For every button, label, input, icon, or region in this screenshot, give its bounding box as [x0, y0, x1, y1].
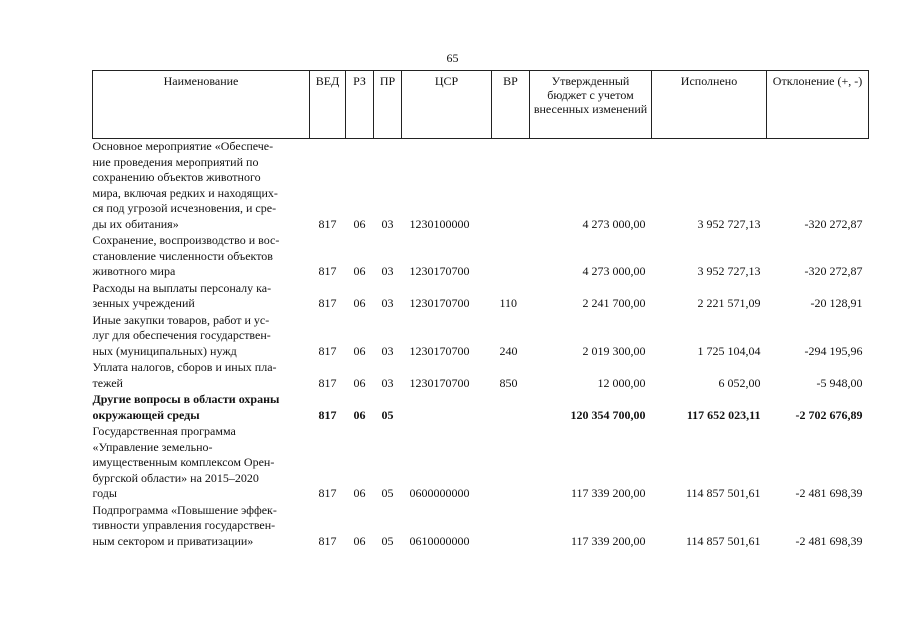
cell-name [93, 503, 310, 551]
cell-name-line: тивности управления государствен- [92, 518, 276, 532]
cell-rz: 06 [353, 375, 366, 390]
cell-approved: 2 241 700,00 [582, 296, 646, 310]
cell-approved: 120 354 700,00 [570, 407, 646, 422]
cell-rz: 06 [353, 296, 366, 310]
cell-name-line: Подпрограмма «Повышение эффек- [92, 502, 277, 517]
cell-name [93, 392, 310, 424]
cell-rz: 06 [353, 486, 366, 500]
cell-pr: 05 [381, 486, 394, 500]
cell-name-line: окружающей среды [92, 407, 200, 422]
header-approved: Утвержденный бюджет с учетом внесенных изменений [530, 71, 652, 139]
cell-name-line: годы [92, 486, 117, 500]
cell-pr: 03 [381, 216, 394, 231]
cell-csr [402, 392, 492, 424]
cell-csr: 1230100000 [409, 216, 470, 231]
header-deviation: Отклонение (+, -) [767, 71, 869, 139]
cell-ved: 817 [318, 375, 337, 390]
cell-approved: 12 000,00 [597, 375, 646, 390]
cell-pr: 03 [381, 375, 394, 390]
header-ved: ВЕД [310, 71, 346, 139]
cell-vr: 240 [499, 343, 518, 358]
cell-executed: 3 952 727,13 [697, 216, 761, 231]
cell-name-line: ние проведения мероприятий по [92, 154, 259, 169]
cell-csr: 1230170700 [409, 343, 470, 358]
cell-name-line: сохранению объектов животного [92, 170, 261, 184]
cell-executed: 2 221 571,09 [697, 296, 761, 310]
cell-approved: 4 273 000,00 [582, 216, 646, 231]
cell-ved: 817 [318, 296, 337, 310]
cell-deviation: -20 128,91 [810, 296, 863, 310]
header-vr: ВР [492, 71, 530, 139]
cell-deviation: -2 481 698,39 [795, 533, 863, 548]
budget-table [92, 70, 869, 550]
cell-executed: 114 857 501,61 [685, 533, 761, 548]
cell-name-line: луг для обеспечения государствен- [92, 328, 271, 342]
cell-pr: 03 [381, 343, 394, 358]
cell-name [93, 313, 310, 361]
header-executed: Исполнено [652, 71, 767, 139]
cell-vr [492, 233, 530, 281]
cell-approved: 117 339 200,00 [570, 533, 646, 548]
cell-pr: 03 [381, 296, 394, 310]
cell-executed: 1 725 104,04 [697, 343, 761, 358]
cell-executed: 117 652 023,11 [686, 407, 761, 422]
table-row [93, 392, 869, 424]
cell-deviation: -320 272,87 [804, 264, 863, 278]
table-row [93, 424, 869, 503]
cell-pr: 05 [381, 407, 394, 422]
cell-name-line: Иные закупки товаров, работ и ус- [92, 312, 270, 327]
cell-ved: 817 [318, 407, 337, 422]
cell-deviation: -2 481 698,39 [795, 486, 863, 500]
cell-name-line: становление численности объектов [92, 248, 273, 263]
header-pr: ПР [374, 71, 402, 139]
cell-executed: 6 052,00 [718, 375, 761, 390]
cell-ved: 817 [318, 533, 337, 548]
cell-name [93, 139, 310, 234]
cell-csr: 1230170700 [409, 375, 470, 390]
cell-executed: 3 952 727,13 [697, 264, 761, 278]
cell-name-line: Другие вопросы в области охраны [92, 392, 280, 406]
cell-name-line: мира, включая редких и находящих- [92, 185, 278, 200]
cell-rz: 06 [353, 343, 366, 358]
cell-name-line: ным сектором и приватизации» [92, 533, 254, 548]
header-name: Наименование [93, 71, 310, 139]
cell-name [93, 424, 310, 503]
cell-executed: 114 857 501,61 [685, 486, 761, 500]
cell-csr: 1230170700 [409, 296, 470, 310]
table-body [93, 139, 869, 551]
cell-name [93, 360, 310, 392]
cell-rz: 06 [353, 407, 366, 422]
header-csr: ЦСР [402, 71, 492, 139]
table-header [93, 71, 869, 139]
cell-name-line: Основное мероприятие «Обеспече- [92, 139, 274, 153]
cell-rz: 06 [353, 533, 366, 548]
page-number: 65 [446, 51, 459, 65]
cell-csr: 0610000000 [409, 533, 470, 548]
cell-ved: 817 [318, 343, 337, 358]
cell-deviation: -5 948,00 [816, 375, 863, 390]
cell-csr: 1230170700 [409, 264, 470, 278]
cell-name-line: ся под угрозой исчезновения, и сре- [92, 201, 277, 215]
cell-pr: 03 [381, 264, 394, 278]
table-row [93, 281, 869, 313]
cell-name-line: ных (муниципальных) нужд [92, 343, 237, 358]
table-row [93, 233, 869, 281]
cell-vr [492, 424, 530, 503]
header-rz: РЗ [346, 71, 374, 139]
table-row [93, 360, 869, 392]
cell-rz: 06 [353, 264, 366, 278]
table-row [93, 313, 869, 361]
cell-vr: 110 [499, 296, 518, 310]
cell-name-line: Сохранение, воспроизводство и вос- [92, 233, 280, 247]
cell-approved: 117 339 200,00 [570, 486, 646, 500]
cell-rz: 06 [353, 216, 366, 231]
cell-approved: 4 273 000,00 [582, 264, 646, 278]
cell-name-line: зенных учреждений [92, 296, 195, 310]
cell-deviation: -320 272,87 [804, 216, 863, 231]
cell-vr [492, 392, 530, 424]
cell-name-line: Уплата налогов, сборов и иных пла- [92, 360, 277, 374]
cell-deviation: -294 195,96 [804, 343, 863, 358]
cell-name-line: «Управление земельно- [92, 439, 213, 454]
cell-vr [492, 503, 530, 551]
cell-vr: 850 [499, 375, 518, 390]
cell-name-line: бургской области» на 2015–2020 [92, 470, 259, 485]
cell-name [93, 233, 310, 281]
cell-deviation: -2 702 676,89 [795, 407, 863, 422]
cell-ved: 817 [318, 216, 337, 231]
cell-ved: 817 [318, 264, 337, 278]
cell-pr: 05 [381, 533, 394, 548]
cell-csr: 0600000000 [409, 486, 470, 500]
table-row [93, 503, 869, 551]
cell-name [93, 281, 310, 313]
cell-name-line: Государственная программа [92, 424, 236, 438]
cell-name-line: тежей [92, 375, 123, 390]
cell-vr [492, 139, 530, 234]
cell-name-line: Расходы на выплаты персоналу ка- [92, 280, 272, 295]
table-row [93, 139, 869, 234]
cell-name-line: ды их обитания» [92, 216, 179, 231]
cell-name-line: имущественным комплексом Орен- [92, 455, 275, 469]
cell-ved: 817 [318, 486, 337, 500]
cell-name-line: животного мира [92, 264, 176, 278]
cell-approved: 2 019 300,00 [582, 343, 646, 358]
